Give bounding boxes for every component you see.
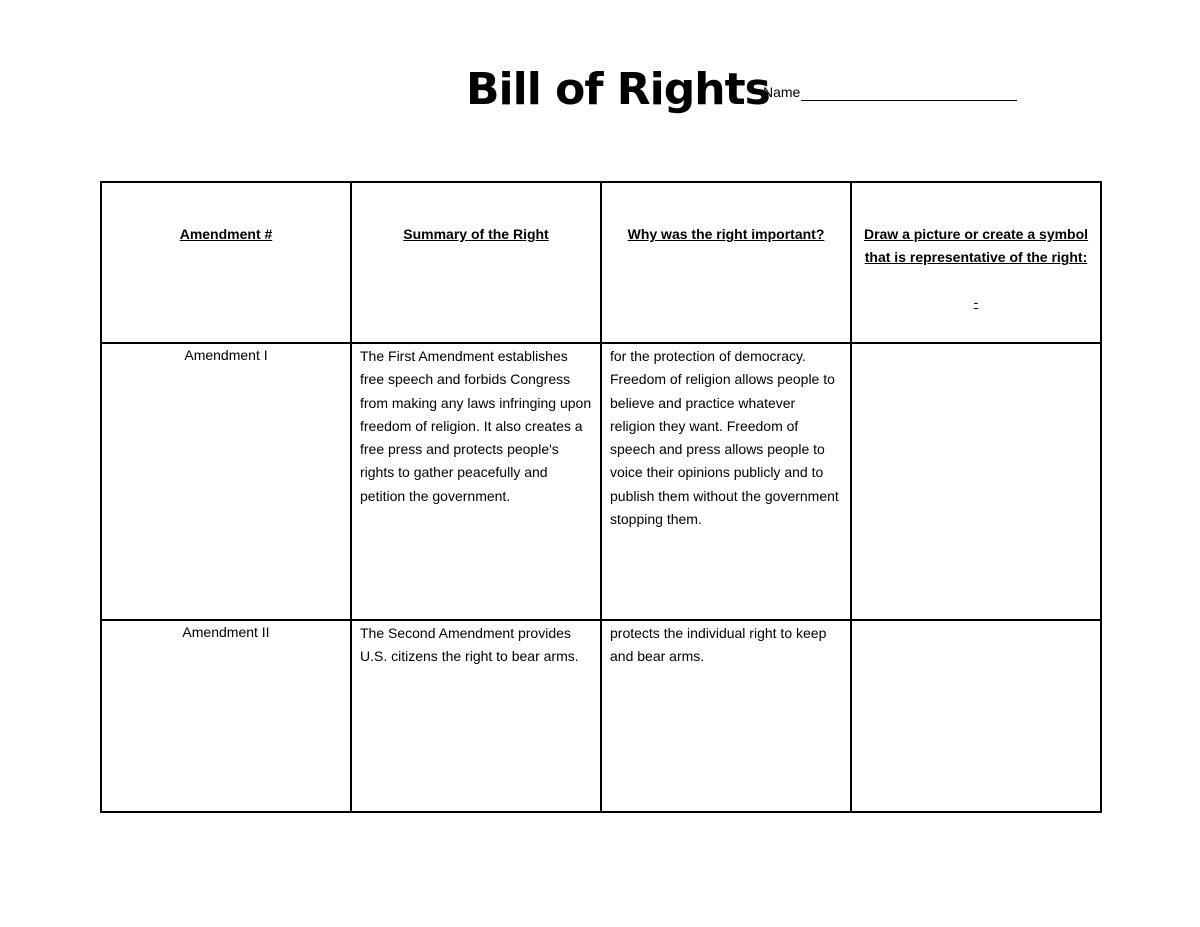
column-header-amendment: Amendment # — [101, 182, 351, 343]
table-row — [101, 620, 1101, 812]
picture-cell[interactable] — [851, 620, 1101, 812]
importance-cell[interactable]: protects the individual right to keep and bear arms. — [601, 620, 851, 812]
column-header-importance: Why was the right important? — [601, 182, 851, 343]
summary-cell[interactable]: The Second Amendment provides U.S. citizens the right to bear arms. — [351, 620, 601, 812]
header-dash-mark: - — [973, 293, 979, 310]
name-field[interactable] — [763, 83, 1017, 101]
amendment-cell: Amendment I — [101, 343, 351, 620]
table-row — [101, 343, 1101, 620]
summary-cell[interactable]: The First Amendment establishes free speech and forbids Congress from making any laws infringing upon freedom of religion. It also creates a free press and protects people's rights to gather peacefully and petition the government. — [351, 343, 601, 620]
table-header-row — [101, 182, 1101, 343]
amendment-cell: Amendment II — [101, 620, 351, 812]
picture-cell[interactable] — [851, 343, 1101, 620]
importance-cell[interactable]: for the protection of democracy. Freedom of religion allows people to believe and practice whatever religion they want. Freedom of speech and press allows people to voice their opinions publicly and to publish them without the government stopping them. — [601, 343, 851, 620]
bill-of-rights-table — [100, 181, 1102, 813]
name-label: Name — [763, 84, 801, 100]
column-header-summary: Summary of the Right — [351, 182, 601, 343]
page-title: Bill of Rights — [466, 64, 770, 115]
column-header-picture: Draw a picture or create a symbol that is representative of the right: - — [851, 182, 1101, 343]
name-blank-line[interactable] — [801, 85, 1017, 101]
